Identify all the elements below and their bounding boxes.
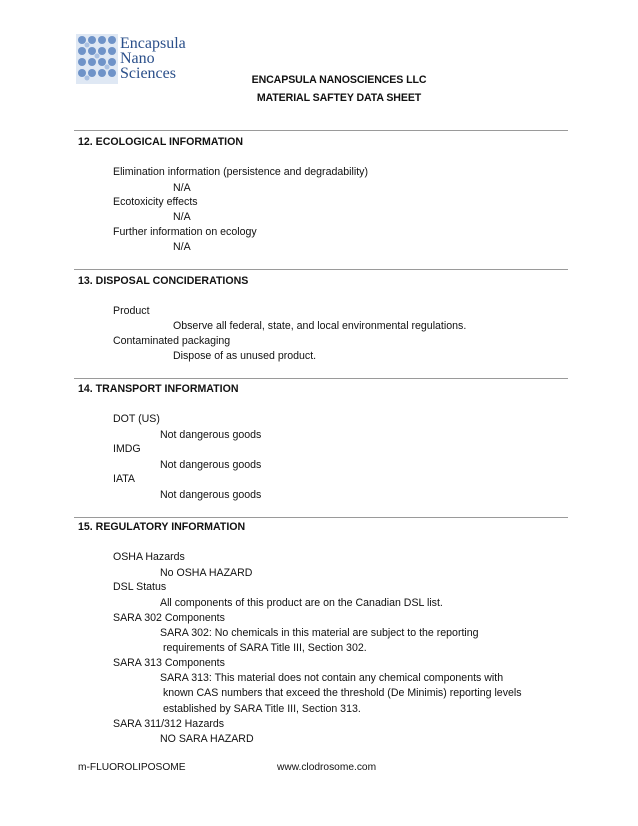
section-divider [74,130,568,131]
section-title-13: 13. DISPOSAL CONCIDERATIONS [78,275,249,287]
logo-line-2: Nano [120,50,155,67]
disposal-label-packaging: Contaminated packaging [113,335,231,347]
ecological-value-ecotoxicity: N/A [173,211,191,223]
regulatory-label-sara311: SARA 311/312 Hazards [113,718,225,730]
regulatory-value-sara313-line2: known CAS numbers that exceed the threshold (De Minimis) reporting levels [160,687,522,699]
ecological-value-further: N/A [173,241,191,253]
transport-value-imdg: Not dangerous goods [160,459,262,471]
section-title-15: 15. REGULATORY INFORMATION [78,521,246,533]
regulatory-value-sara311: NO SARA HAZARD [160,733,254,745]
company-name: ENCAPSULA NANOSCIENCES LLC [251,74,427,86]
section-divider [74,517,568,518]
section-title-12: 12. ECOLOGICAL INFORMATION [78,136,243,148]
footer-website: www.clodrosome.com [277,762,377,773]
disposal-value-product: Observe all federal, state, and local environmental regulations. [173,320,467,332]
ecological-label-elimination: Elimination information (persistence and degradability) [113,166,368,178]
ecological-label-ecotoxicity: Ecotoxicity effects [113,196,198,208]
disposal-value-packaging: Dispose of as unused product. [173,350,317,362]
transport-value-dot: Not dangerous goods [160,429,262,441]
section-title-14: 14. TRANSPORT INFORMATION [78,383,239,395]
transport-label-dot: DOT (US) [113,413,160,425]
regulatory-value-sara302-line1: SARA 302: No chemicals in this material are subject to the reporting [160,627,479,639]
regulatory-value-sara313-line1: SARA 313: This material does not contain any chemical components with [160,672,504,684]
transport-value-iata: Not dangerous goods [160,489,262,501]
section-divider [74,378,568,379]
transport-label-iata: IATA [113,473,135,485]
regulatory-label-dsl: DSL Status [113,581,167,593]
regulatory-value-dsl: All components of this product are on the Canadian DSL list. [160,597,443,609]
logo-line-1: Encapsula [120,35,186,52]
disposal-label-product: Product [113,305,150,317]
ecological-value-elimination: N/A [173,182,191,194]
regulatory-value-sara313-line3: established by SARA Title III, Section 313. [160,703,361,715]
transport-label-imdg: IMDG [113,443,141,455]
footer-product-name: m-FLUOROLIPOSOME [78,762,186,773]
regulatory-label-osha: OSHA Hazards [113,551,185,563]
logo-line-3: Sciences [120,65,176,82]
document-title: MATERIAL SAFTEY DATA SHEET [256,92,422,104]
regulatory-label-sara313: SARA 313 Components [113,657,225,669]
regulatory-value-sara302-line2: requirements of SARA Title III, Section 302. [160,642,367,654]
section-divider [74,269,568,270]
regulatory-label-sara302: SARA 302 Components [113,612,225,624]
regulatory-value-osha: No OSHA HAZARD [160,567,253,579]
ecological-label-further: Further information on ecology [113,226,257,238]
